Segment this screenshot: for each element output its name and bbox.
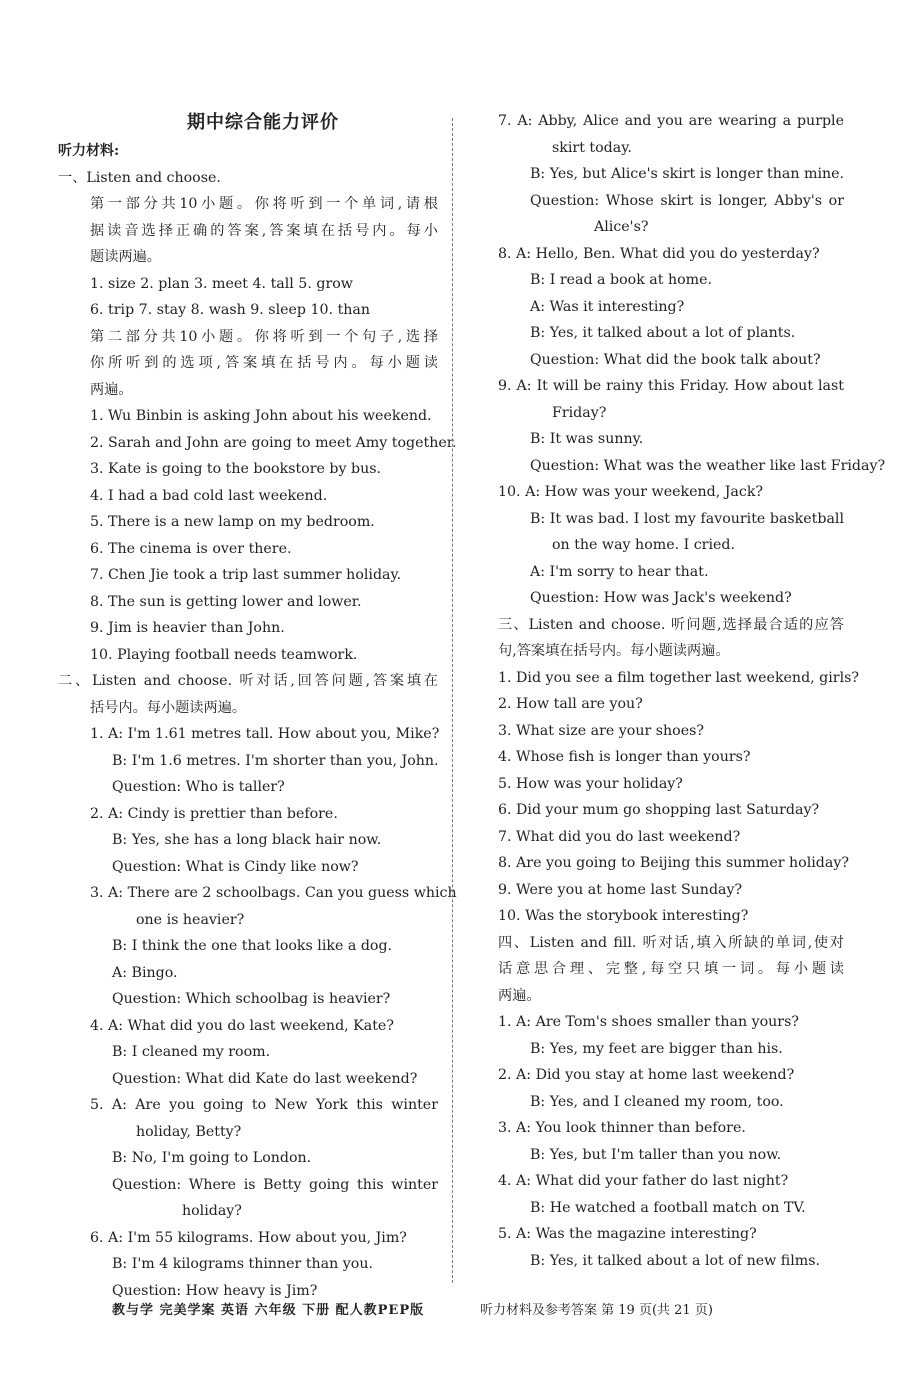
text-line: 1. A: Are Tom's shoes smaller than yours? bbox=[498, 1014, 799, 1030]
text-line: 2. A: Did you stay at home last weekend? bbox=[498, 1067, 795, 1083]
text-line: B: It was bad. I lost my favourite basketball bbox=[530, 510, 844, 527]
text-line: 7. What did you do last weekend? bbox=[498, 828, 741, 845]
text-line: 1. size 2. plan 3. meet 4. tall 5. grow bbox=[90, 275, 353, 292]
text-line: Question: Whose skirt is longer, Abby's or bbox=[530, 192, 844, 209]
text-line: 7. A: Abby, Alice and you are wearing a purple bbox=[498, 113, 844, 129]
text-line: Question: What did the book talk about? bbox=[530, 351, 821, 368]
text-line: 8. Are you going to Beijing this summer holiday? bbox=[498, 855, 849, 871]
text-line: one is heavier? bbox=[136, 911, 245, 928]
text-line: 1. A: I'm 1.61 metres tall. How about you, Mike? bbox=[90, 726, 440, 742]
listening-material-heading: 听力材料: bbox=[58, 143, 120, 159]
text-line: 3. A: There are 2 schoolbags. Can you guess which bbox=[90, 885, 457, 901]
text-line: 4. A: What did your father do last night? bbox=[498, 1173, 789, 1189]
text-line: 9. Jim is heavier than John. bbox=[90, 620, 285, 636]
text-line: 6. A: I'm 55 kilograms. How about you, Jim? bbox=[90, 1229, 407, 1246]
text-line: Question: Who is taller? bbox=[112, 779, 285, 795]
text-line: 据读音选择正确的答案,答案填在括号内。每小 bbox=[90, 222, 438, 239]
text-line: Question: How heavy is Jim? bbox=[112, 1282, 318, 1299]
text-line: A: Was it interesting? bbox=[530, 298, 685, 315]
page-footer bbox=[0, 1296, 900, 1326]
text-line: B: It was sunny. bbox=[530, 431, 644, 447]
text-line: 7. Chen Jie took a trip last summer holiday. bbox=[90, 567, 402, 583]
text-line: B: Yes, my feet are bigger than his. bbox=[530, 1040, 783, 1057]
text-line: B: Yes, she has a long black hair now. bbox=[112, 832, 382, 848]
text-line: 句,答案填在括号内。每小题读两遍。 bbox=[498, 643, 730, 659]
text-line: 两遍。 bbox=[498, 987, 541, 1004]
text-line: 2. A: Cindy is prettier than before. bbox=[90, 805, 338, 822]
text-line: B: He watched a football match on TV. bbox=[530, 1199, 806, 1216]
text-line: 10. A: How was your weekend, Jack? bbox=[498, 484, 764, 500]
text-line: B: No, I'm going to London. bbox=[112, 1150, 312, 1166]
text-line: 二、Listen and choose. 听对话,回答问题,答案填在 bbox=[58, 673, 438, 689]
text-line: B: Yes, it talked about a lot of plants. bbox=[530, 325, 796, 341]
text-line: 10. Was the storybook interesting? bbox=[498, 908, 749, 924]
text-line: 4. A: What did you do last weekend, Kate? bbox=[90, 1017, 394, 1034]
text-line: B: I cleaned my room. bbox=[112, 1044, 271, 1060]
text-line: B: Yes, it talked about a lot of new films. bbox=[530, 1252, 820, 1269]
footer-book-info: 教与学 完美学案 英语 六年级 下册 配人教PEP版 bbox=[112, 1303, 425, 1318]
text-line: 第二部分共10小题。你将听到一个句子,选择 bbox=[90, 328, 438, 345]
text-line: 题读两遍。 bbox=[90, 249, 161, 265]
text-line: 5. There is a new lamp on my bedroom. bbox=[90, 514, 375, 530]
text-line: 6. Did your mum go shopping last Saturday? bbox=[498, 802, 820, 818]
text-line: 2. Sarah and John are going to meet Amy together. bbox=[90, 434, 457, 451]
text-line: Question: Where is Betty going this winter bbox=[112, 1176, 438, 1193]
text-line: skirt today. bbox=[552, 139, 632, 156]
left-text-block bbox=[58, 165, 457, 1305]
text-line: 3. Kate is going to the bookstore by bus. bbox=[90, 461, 382, 477]
text-line: Question: What is Cindy like now? bbox=[112, 858, 359, 875]
text-line: 1. Wu Binbin is asking John about his weekend. bbox=[90, 408, 432, 424]
text-line: 9. Were you at home last Sunday? bbox=[498, 881, 743, 898]
text-line: 5. A: Was the magazine interesting? bbox=[498, 1226, 757, 1242]
text-line: Friday? bbox=[552, 404, 607, 421]
text-line: 8. A: Hello, Ben. What did you do yesterday? bbox=[498, 245, 820, 262]
text-line: 5. A: Are you going to New York this winter bbox=[90, 1097, 438, 1113]
text-line: 括号内。每小题读两遍。 bbox=[90, 699, 247, 716]
text-line: A: I'm sorry to hear that. bbox=[530, 563, 709, 580]
text-line: 话意思合理、完整,每空只填一词。每小题读 bbox=[498, 961, 844, 977]
text-line: 你所听到的选项,答案填在括号内。每小题读 bbox=[90, 355, 438, 371]
text-line: B: I'm 4 kilograms thinner than you. bbox=[112, 1256, 373, 1272]
text-line: B: I think the one that looks like a dog. bbox=[112, 938, 393, 954]
text-line: 第一部分共10小题。你将听到一个单词,请根 bbox=[90, 196, 438, 212]
left-column bbox=[58, 108, 457, 1304]
text-line: 三、Listen and choose. 听问题,选择最合适的应答 bbox=[498, 616, 844, 633]
text-line: Question: How was Jack's weekend? bbox=[530, 590, 792, 606]
text-line: Question: Which schoolbag is heavier? bbox=[112, 991, 391, 1007]
text-line: B: I'm 1.6 metres. I'm shorter than you, John. bbox=[112, 752, 439, 769]
text-line: A: Bingo. bbox=[112, 964, 178, 981]
text-line: 3. What size are your shoes? bbox=[498, 722, 705, 739]
text-line: 4. Whose fish is longer than yours? bbox=[498, 749, 751, 765]
text-line: holiday, Betty? bbox=[136, 1123, 242, 1140]
text-line: 1. Did you see a film together last weekend, girls? bbox=[498, 669, 859, 686]
column-divider bbox=[452, 118, 453, 1283]
footer-page-info: 听力材料及参考答案 第 19 页(共 21 页) bbox=[480, 1303, 713, 1318]
page-title: 期中综合能力评价 bbox=[187, 112, 339, 133]
text-line: B: I read a book at home. bbox=[530, 272, 713, 288]
text-line: 6. trip 7. stay 8. wash 9. sleep 10. than bbox=[90, 302, 371, 318]
text-line: B: Yes, but I'm taller than you now. bbox=[530, 1146, 782, 1163]
text-line: 6. The cinema is over there. bbox=[90, 540, 292, 557]
text-line: 4. I had a bad cold last weekend. bbox=[90, 487, 328, 504]
text-line: B: Yes, and I cleaned my room, too. bbox=[530, 1093, 784, 1110]
text-line: Question: What was the weather like last Friday? bbox=[530, 457, 886, 474]
text-line: Alice's? bbox=[594, 219, 649, 235]
text-line: holiday? bbox=[182, 1203, 242, 1219]
text-line: 8. The sun is getting lower and lower. bbox=[90, 593, 362, 610]
text-line: on the way home. I cried. bbox=[552, 537, 735, 553]
right-text-block bbox=[498, 108, 886, 1274]
text-line: 四、Listen and fill. 听对话,填入所缺的单词,使对 bbox=[498, 934, 844, 951]
text-line: 两遍。 bbox=[90, 381, 133, 398]
right-column bbox=[498, 108, 886, 1274]
text-line: 9. A: It will be rainy this Friday. How about last bbox=[498, 378, 844, 394]
text-line: 5. How was your holiday? bbox=[498, 775, 683, 792]
text-line: 10. Playing football needs teamwork. bbox=[90, 646, 358, 663]
text-line: 3. A: You look thinner than before. bbox=[498, 1120, 746, 1136]
text-line: 一、Listen and choose. bbox=[58, 169, 221, 186]
text-line: Question: What did Kate do last weekend? bbox=[112, 1070, 418, 1087]
text-line: 2. How tall are you? bbox=[498, 696, 643, 712]
text-line: B: Yes, but Alice's skirt is longer than mine. bbox=[530, 166, 845, 182]
